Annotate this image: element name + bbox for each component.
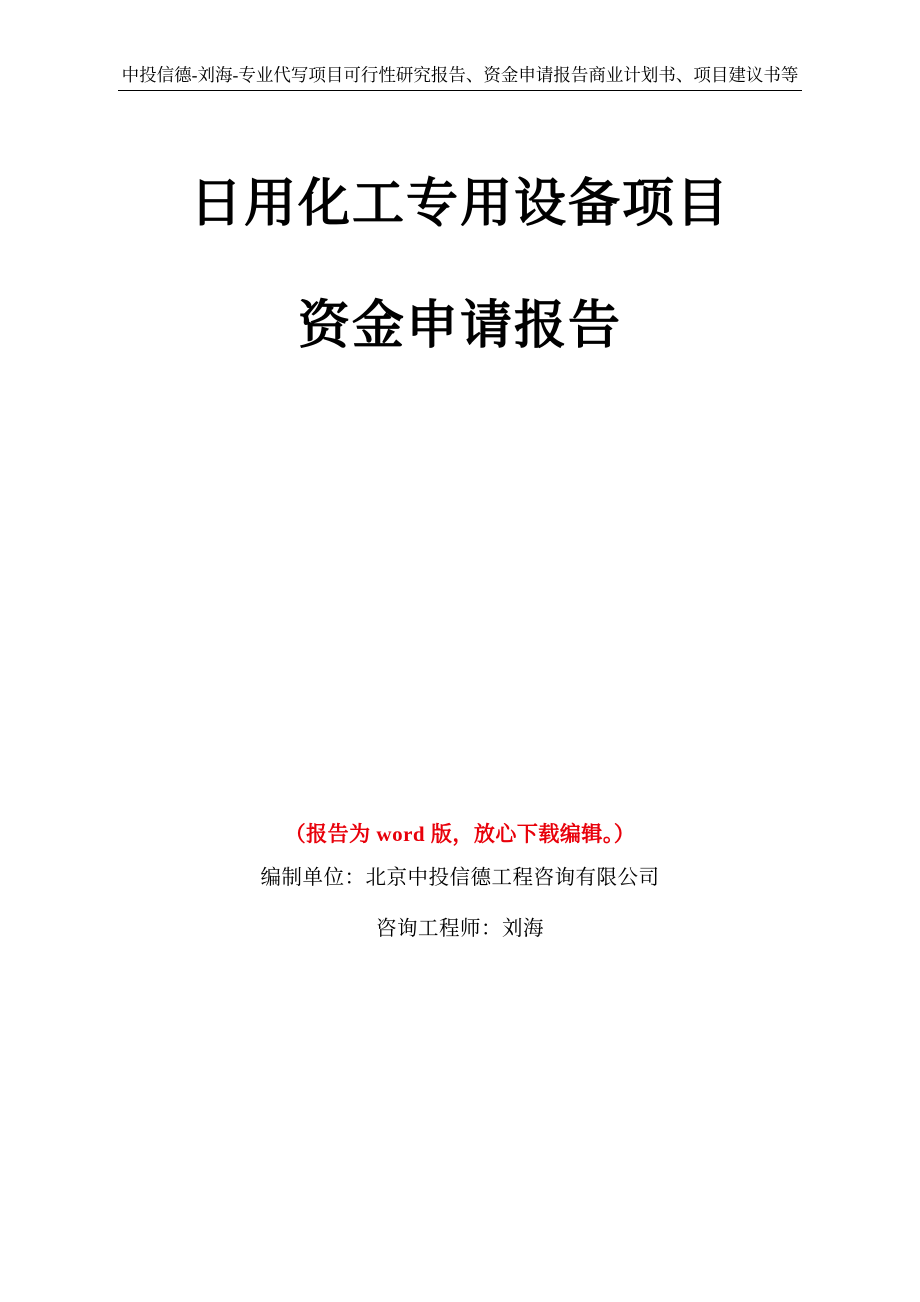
page-header-text: 中投信德-刘海-专业代写项目可行性研究报告、资金申请报告商业计划书、项目建议书等	[121, 65, 799, 85]
publisher-line: 编制单位：北京中投信德工程咨询有限公司	[260, 867, 660, 889]
document-title-line-1: 日用化工专用设备项目	[189, 175, 730, 233]
header-divider	[118, 90, 802, 91]
document-title-block	[0, 175, 920, 357]
document-title-line-2: 资金申请报告	[297, 296, 622, 355]
engineer-line: 咨询工程师：刘海	[376, 917, 544, 940]
download-notice: （报告为 word 版，放心下载编辑。）	[284, 822, 636, 846]
document-meta-block	[0, 868, 920, 969]
